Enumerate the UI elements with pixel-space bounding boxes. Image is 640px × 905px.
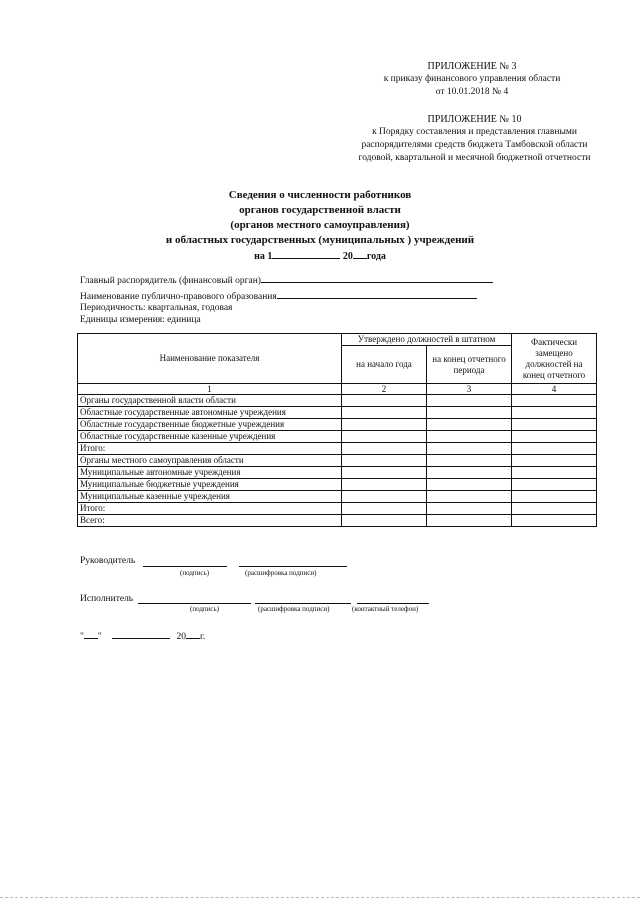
- cell-end[interactable]: [427, 467, 512, 479]
- cell-actual[interactable]: [512, 479, 597, 491]
- executor-phone-caption: (контактный телефон): [352, 605, 419, 613]
- report-title: [130, 188, 510, 248]
- cell-actual[interactable]: [512, 467, 597, 479]
- table-row: [78, 503, 597, 515]
- table-row: [78, 455, 597, 467]
- meta-main-manager-label: Главный распорядитель (финансовый орган): [80, 276, 261, 286]
- table-row: [78, 407, 597, 419]
- cell-start[interactable]: [342, 431, 427, 443]
- sign-date-open-quote: ": [80, 632, 84, 642]
- row-label: Всего:: [78, 515, 342, 527]
- column-number-1: 1: [78, 384, 342, 395]
- cell-end[interactable]: [427, 419, 512, 431]
- table-row: [78, 515, 597, 527]
- cell-actual[interactable]: [512, 419, 597, 431]
- appendix-10-line3: распорядителями средств бюджета Тамбовской области: [361, 140, 588, 150]
- row-label: Областные государственные казенные учреждения: [78, 431, 342, 443]
- table-row: [78, 395, 597, 407]
- sign-date-suffix: г.: [200, 632, 206, 642]
- head-signature-line[interactable]: [143, 566, 227, 567]
- table-row: [78, 479, 597, 491]
- report-date-prefix: на 1: [254, 251, 273, 262]
- row-label: Областные государственные бюджетные учреждения: [78, 419, 342, 431]
- table-row: [78, 443, 597, 455]
- cell-start[interactable]: [342, 479, 427, 491]
- cell-start[interactable]: [342, 503, 427, 515]
- cell-actual[interactable]: [512, 395, 597, 407]
- cell-start[interactable]: [342, 419, 427, 431]
- appendix-3-header: [372, 60, 572, 99]
- report-date-year-field[interactable]: [353, 248, 367, 259]
- appendix-3-line2: к приказу финансового управления области: [383, 74, 561, 84]
- page-bottom-edge: [0, 897, 640, 898]
- cell-actual[interactable]: [512, 503, 597, 515]
- cell-actual[interactable]: [512, 515, 597, 527]
- header-start-of-year: на начало года: [342, 346, 427, 384]
- table-row: [78, 431, 597, 443]
- cell-start[interactable]: [342, 455, 427, 467]
- executor-decode-caption: (расшифровка подписи): [258, 605, 330, 613]
- column-number-4: 4: [512, 384, 597, 395]
- staff-count-table: [77, 333, 597, 527]
- cell-end[interactable]: [427, 479, 512, 491]
- row-label: Муниципальные автономные учреждения: [78, 467, 342, 479]
- sign-date: [80, 628, 205, 642]
- executor-phone-line[interactable]: [357, 603, 429, 604]
- executor-label: Исполнитель: [80, 594, 134, 604]
- header-approved-group: Утверждено должностей в штатном: [342, 334, 512, 346]
- report-date: [130, 248, 510, 262]
- cell-end[interactable]: [427, 491, 512, 503]
- cell-actual[interactable]: [512, 491, 597, 503]
- meta-units: Единицы измерения: единица: [80, 314, 201, 325]
- cell-end[interactable]: [427, 443, 512, 455]
- meta-municipality-label: Наименование публично-правового образования: [80, 291, 277, 302]
- sign-date-month-field[interactable]: [112, 628, 170, 639]
- row-label: Муниципальные казенные учреждения: [78, 491, 342, 503]
- cell-actual[interactable]: [512, 455, 597, 467]
- cell-end[interactable]: [427, 407, 512, 419]
- sign-date-year-prefix: 20: [176, 632, 187, 642]
- cell-start[interactable]: [342, 467, 427, 479]
- table-row: [78, 467, 597, 479]
- report-date-day-month-field[interactable]: [272, 248, 340, 259]
- column-number-3: 3: [427, 384, 512, 395]
- cell-actual[interactable]: [512, 431, 597, 443]
- cell-start[interactable]: [342, 443, 427, 455]
- executor-signature-caption: (подпись): [190, 605, 220, 613]
- cell-end[interactable]: [427, 431, 512, 443]
- cell-end[interactable]: [427, 455, 512, 467]
- meta-main-manager-field[interactable]: [261, 272, 493, 283]
- table-row: [78, 491, 597, 503]
- cell-start[interactable]: [342, 407, 427, 419]
- row-label: Итого:: [78, 503, 342, 515]
- cell-end[interactable]: [427, 395, 512, 407]
- appendix-3-line3: от 10.01.2018 № 4: [435, 87, 509, 97]
- report-date-year-prefix: 20: [342, 251, 353, 262]
- meta-municipality-row: [80, 288, 493, 304]
- meta-municipality-field[interactable]: [277, 288, 477, 299]
- report-title-line4: и областных государственных (муниципальных ) учреждений: [165, 234, 475, 246]
- row-label: Итого:: [78, 443, 342, 455]
- appendix-10-line4: годовой, квартальной и месячной бюджетной отчетности: [358, 153, 591, 163]
- report-title-line2: органов государственной власти: [239, 204, 401, 216]
- header-actual: Фактически замещено должностей на конец отчетного: [512, 334, 597, 384]
- row-label: Муниципальные бюджетные учреждения: [78, 479, 342, 491]
- head-signature-caption: (подпись): [180, 569, 210, 577]
- header-indicator-name: Наименование показателя: [78, 334, 342, 384]
- cell-end[interactable]: [427, 503, 512, 515]
- column-number-2: 2: [342, 384, 427, 395]
- cell-start[interactable]: [342, 515, 427, 527]
- meta-periodicity: Периодичность: квартальная, годовая: [80, 303, 233, 313]
- cell-actual[interactable]: [512, 443, 597, 455]
- appendix-10-header: [352, 113, 597, 165]
- sign-date-year-field[interactable]: [186, 628, 200, 639]
- head-decode-line[interactable]: [239, 566, 347, 567]
- sign-date-day-field[interactable]: [84, 628, 98, 639]
- meta-main-manager-row: [80, 272, 493, 288]
- row-label: Областные государственные автономные учреждения: [78, 407, 342, 419]
- appendix-10-title: ПРИЛОЖЕНИЕ № 10: [427, 114, 522, 125]
- report-title-line3: (органов местного самоуправления): [230, 219, 410, 231]
- executor-decode-line[interactable]: [255, 603, 351, 604]
- row-label: Органы местного самоуправления области: [78, 455, 342, 467]
- sign-date-close-quote: ": [97, 632, 102, 642]
- appendix-3-title: ПРИЛОЖЕНИЕ № 3: [427, 61, 517, 72]
- row-label: Органы государственной власти области: [78, 395, 342, 407]
- head-signature-label: Руководитель: [80, 556, 136, 566]
- header-end-of-period: на конец отчетного периода: [427, 346, 512, 384]
- cell-start[interactable]: [342, 491, 427, 503]
- report-meta: [80, 272, 493, 326]
- report-date-suffix: года: [366, 251, 386, 262]
- cell-start[interactable]: [342, 395, 427, 407]
- appendix-10-line2: к Порядку составления и представления главными: [372, 127, 577, 137]
- report-title-line1: Сведения о численности работников: [228, 189, 412, 201]
- head-decode-caption: (расшифровка подписи): [245, 569, 317, 577]
- cell-actual[interactable]: [512, 407, 597, 419]
- table-row: [78, 419, 597, 431]
- executor-signature-line[interactable]: [138, 603, 251, 604]
- cell-end[interactable]: [427, 515, 512, 527]
